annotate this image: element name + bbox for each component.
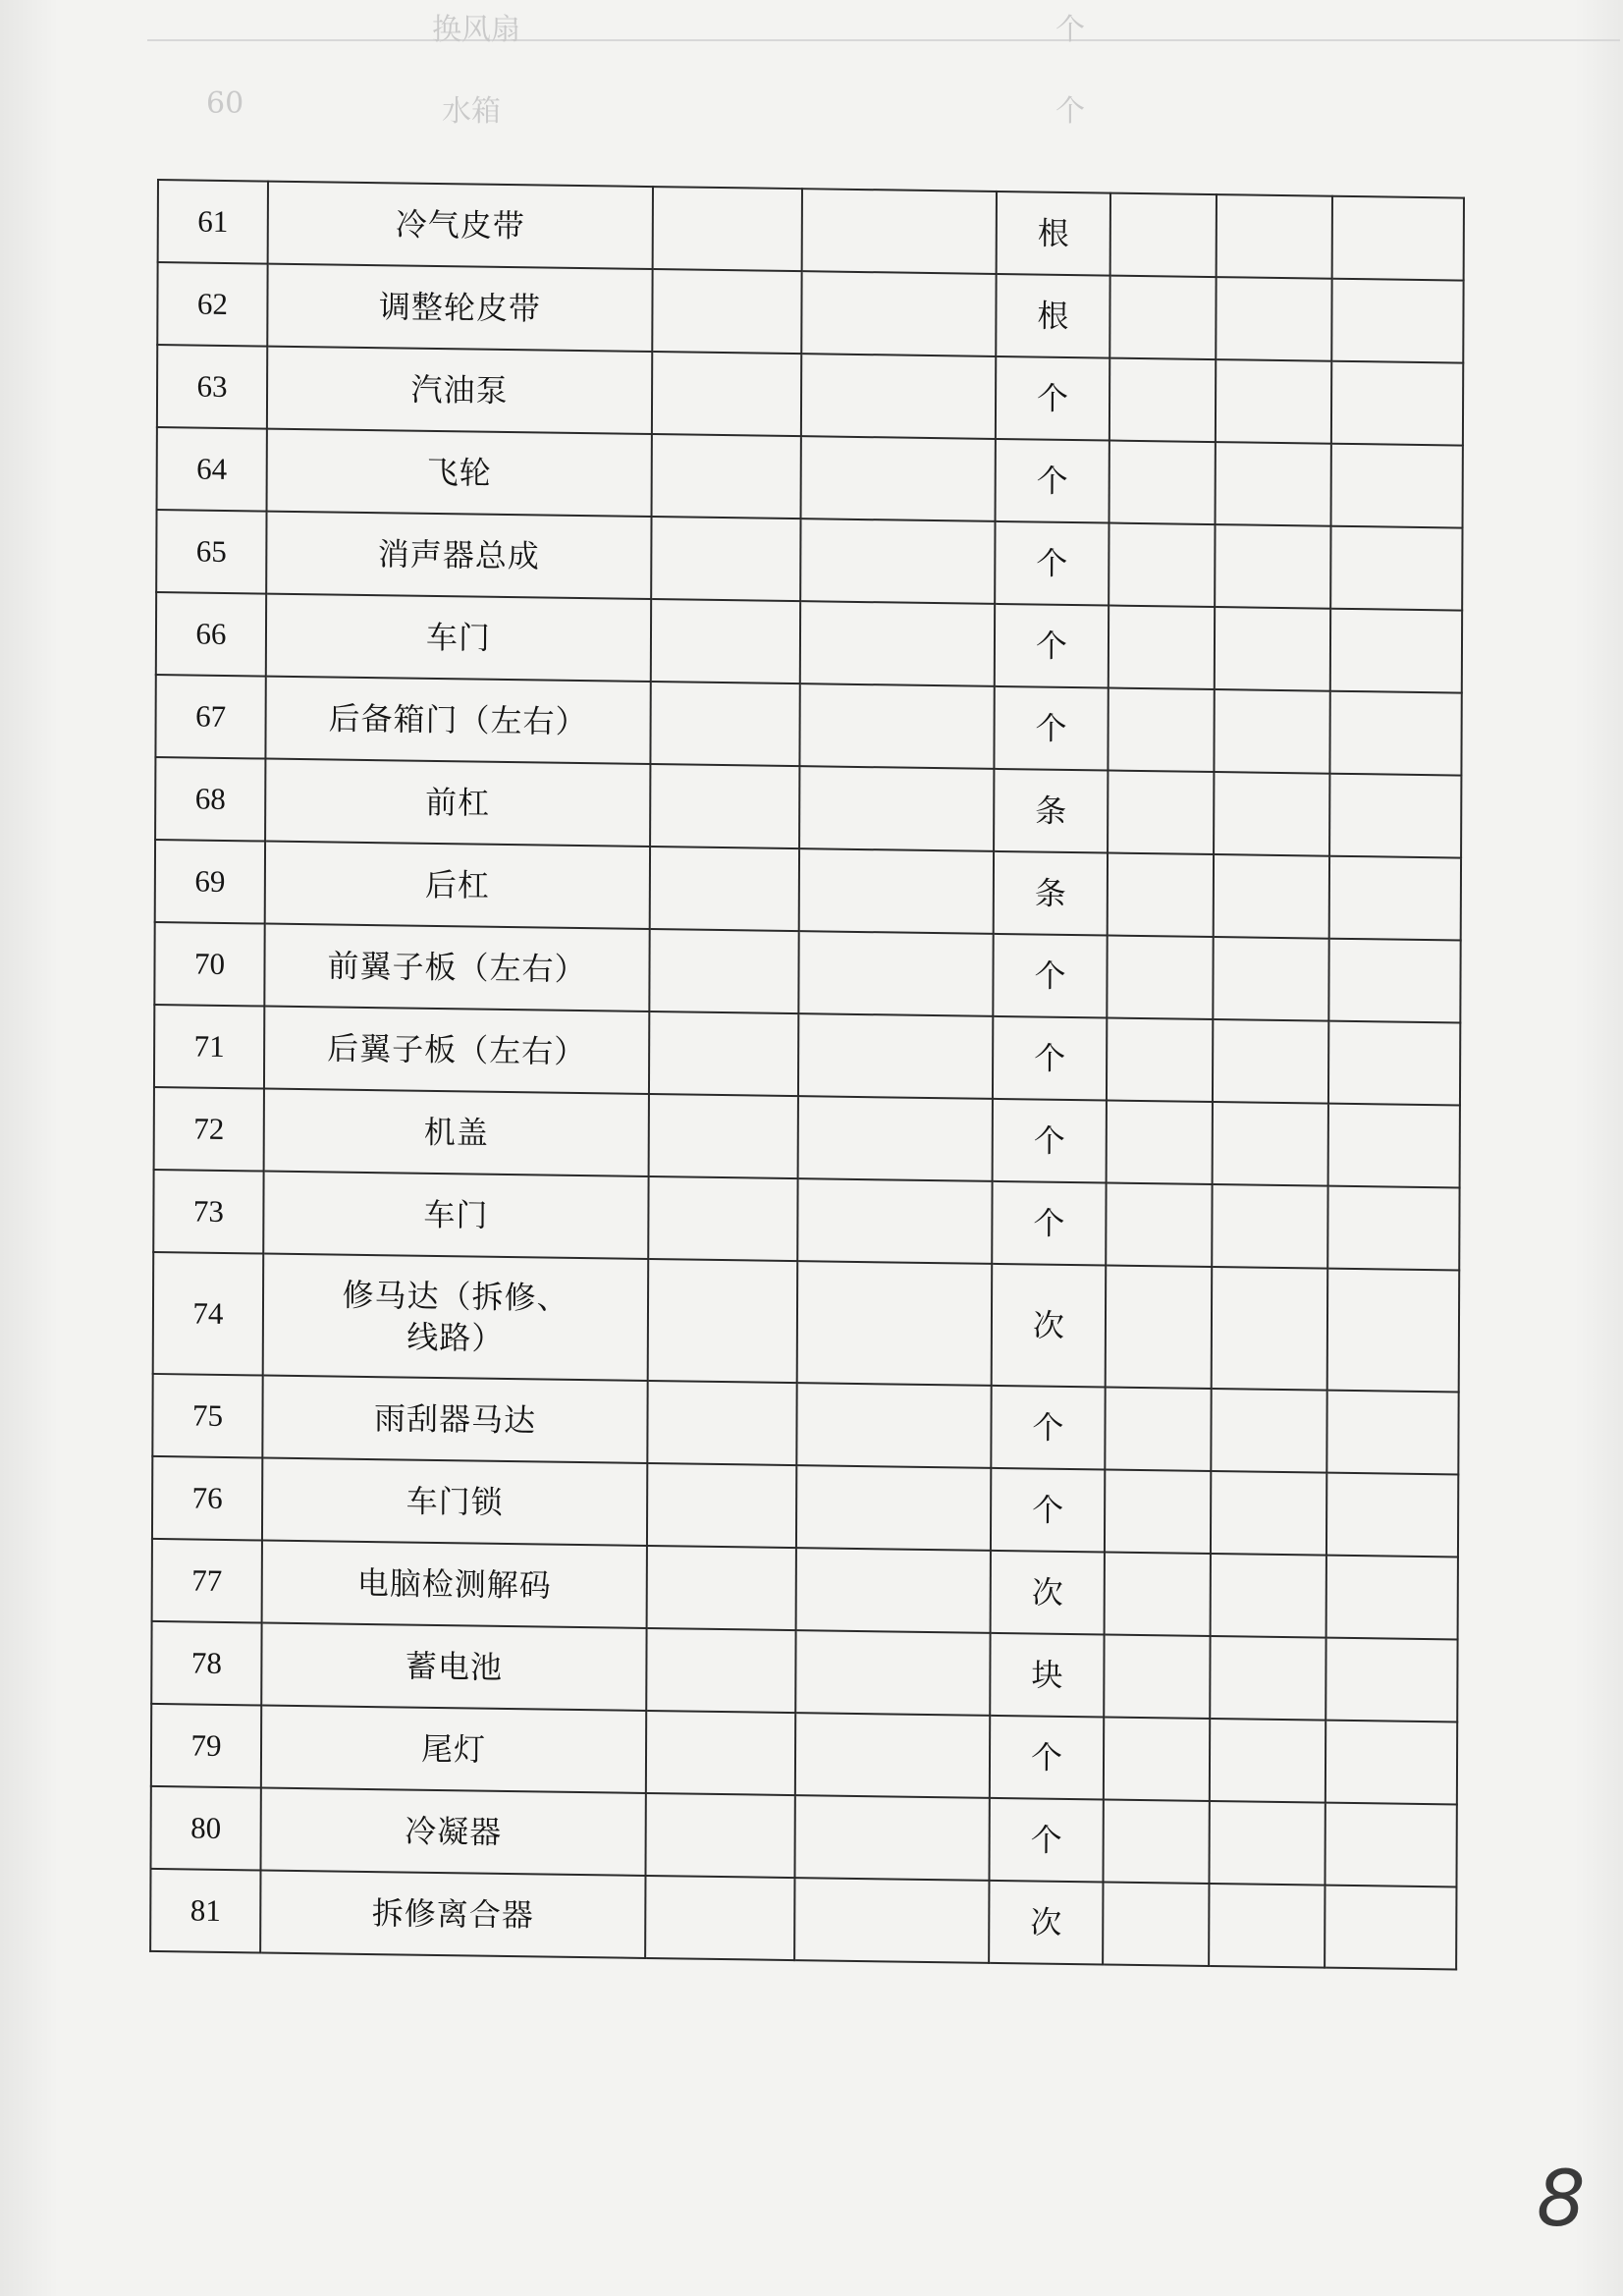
blank-cell [794, 1878, 989, 1963]
blank-cell [795, 1713, 990, 1798]
item-name-cell: 尾灯 [261, 1705, 646, 1792]
unit-cell: 个 [993, 1016, 1107, 1101]
blank-cell [1325, 1638, 1457, 1722]
blank-cell [796, 1548, 991, 1633]
blank-cell [1216, 359, 1331, 444]
blank-cell [647, 1381, 796, 1465]
blank-cell [798, 1096, 993, 1181]
blank-cell [801, 436, 996, 521]
blank-cell [794, 1795, 989, 1881]
row-number-cell: 67 [155, 675, 265, 759]
unit-cell: 次 [989, 1881, 1103, 1965]
row-number-cell: 66 [156, 592, 266, 677]
item-name-cell: 消声器总成 [266, 512, 651, 599]
unit-cell: 根 [996, 274, 1109, 358]
item-name-cell: 雨刮器马达 [262, 1376, 647, 1463]
blank-cell [1328, 939, 1460, 1023]
blank-cell [652, 269, 801, 354]
unit-cell: 个 [992, 1181, 1106, 1266]
blank-cell [1210, 1719, 1325, 1803]
row-number-cell: 75 [152, 1374, 262, 1458]
blank-cell [1209, 1884, 1325, 1968]
blank-cell [801, 354, 996, 439]
blank-cell [1104, 1634, 1210, 1719]
item-name-cell: 冷凝器 [260, 1787, 645, 1875]
blank-cell [801, 271, 996, 356]
blank-cell [1326, 1473, 1458, 1558]
blank-cell [1110, 193, 1217, 278]
item-name-cell: 汽油泵 [267, 347, 652, 434]
row-number-cell: 79 [151, 1704, 261, 1788]
handwritten-page-number: 8 [1537, 2156, 1586, 2244]
blank-cell [649, 929, 798, 1013]
blank-cell [646, 1711, 795, 1795]
blank-cell [796, 1383, 991, 1468]
blank-cell [1210, 1636, 1325, 1721]
blank-cell [1328, 1021, 1460, 1106]
blank-cell [1331, 279, 1463, 363]
item-name-cell: 车门锁 [262, 1458, 647, 1546]
blank-cell [1109, 441, 1216, 525]
parts-price-sheet [149, 179, 1463, 2021]
row-number-cell: 74 [153, 1252, 264, 1376]
blank-cell [1330, 609, 1462, 693]
item-name-cell: 电脑检测解码 [262, 1541, 647, 1628]
blank-cell [1328, 1104, 1460, 1188]
row-number-cell: 61 [158, 180, 268, 264]
blank-cell [651, 517, 800, 601]
item-name-cell: 调整轮皮带 [267, 264, 652, 352]
blank-cell [1329, 774, 1461, 858]
blank-cell [1105, 1552, 1211, 1636]
blank-cell [1105, 1387, 1211, 1471]
blank-cell [1329, 691, 1461, 776]
blank-cell [1105, 1469, 1211, 1554]
blank-cell [802, 189, 997, 274]
parts-table [149, 179, 1465, 1971]
blank-cell [648, 1259, 798, 1383]
unit-cell: 个 [996, 356, 1109, 441]
blank-cell [645, 1876, 794, 1960]
blank-cell [1103, 1882, 1209, 1966]
blank-cell [799, 766, 994, 851]
item-name-cell: 车门 [266, 594, 651, 682]
blank-cell [1109, 523, 1215, 608]
unit-cell: 个 [995, 521, 1109, 606]
blank-cell [1214, 772, 1329, 856]
unit-cell: 根 [997, 191, 1110, 276]
row-number-cell: 76 [152, 1456, 262, 1541]
item-name-cell: 蓄电池 [261, 1623, 646, 1711]
blank-cell [1327, 1269, 1460, 1393]
blank-cell [1330, 526, 1462, 611]
unit-cell: 次 [992, 1264, 1107, 1388]
blank-cell [648, 1176, 797, 1261]
blank-cell [1326, 1556, 1458, 1640]
blank-cell [797, 1261, 993, 1386]
row-number-cell: 68 [155, 757, 265, 842]
unit-cell: 条 [994, 769, 1108, 853]
row-number-cell: 72 [154, 1087, 264, 1172]
blank-cell [1212, 1267, 1328, 1391]
blank-cell [1107, 936, 1213, 1020]
blank-cell [1209, 1801, 1325, 1886]
blank-cell [1109, 276, 1216, 360]
blank-cell [1213, 1019, 1328, 1104]
table-row [150, 1869, 1456, 1970]
blank-cell [1211, 1471, 1326, 1556]
blank-cell [1214, 854, 1329, 939]
row-number-cell: 70 [154, 922, 264, 1007]
remnant-unit: 个 [1055, 13, 1085, 47]
row-number-cell: 62 [157, 262, 267, 347]
row-number-cell: 65 [156, 510, 266, 594]
unit-cell: 个 [991, 1386, 1105, 1470]
blank-cell [1212, 1184, 1327, 1269]
blank-cell [651, 599, 800, 683]
blank-cell [1108, 688, 1214, 773]
blank-cell [1327, 1186, 1459, 1271]
blank-cell [1104, 1717, 1210, 1801]
blank-cell [1215, 607, 1330, 691]
blank-cell [798, 1013, 993, 1099]
blank-cell [799, 683, 994, 769]
blank-cell [797, 1178, 992, 1264]
blank-cell [1109, 606, 1215, 690]
unit-cell: 次 [991, 1551, 1105, 1635]
row-number-cell: 77 [152, 1539, 262, 1623]
unit-cell: 个 [993, 1099, 1107, 1183]
blank-cell [1106, 1183, 1212, 1268]
blank-cell [1108, 771, 1214, 855]
blank-cell [1216, 277, 1331, 361]
blank-cell [800, 519, 995, 604]
blank-cell [1331, 361, 1463, 446]
blank-cell [650, 764, 799, 848]
blank-cell [1325, 1721, 1457, 1805]
item-name-cell: 修马达（拆修、 线路） [263, 1254, 649, 1381]
blank-cell [800, 601, 995, 686]
blank-cell [1103, 1799, 1209, 1884]
item-name-cell: 飞轮 [267, 429, 652, 517]
blank-cell [649, 1011, 798, 1096]
row-number-cell: 81 [150, 1869, 260, 1953]
unit-cell: 个 [989, 1798, 1103, 1883]
blank-cell [647, 1463, 796, 1548]
blank-cell [1108, 853, 1214, 938]
row-number-cell: 63 [157, 345, 267, 429]
table-row [153, 1252, 1460, 1393]
previous-page-remnant [147, 0, 1620, 147]
blank-cell [1329, 856, 1461, 941]
blank-cell [1211, 1554, 1326, 1638]
unit-cell: 个 [991, 1468, 1105, 1553]
blank-cell [1325, 1803, 1456, 1887]
remnant-number: 60 [206, 86, 244, 121]
item-name-cell: 后翼子板（左右） [264, 1007, 649, 1094]
blank-cell [650, 847, 799, 931]
blank-cell [1106, 1266, 1213, 1390]
blank-cell [796, 1465, 991, 1551]
item-name-cell: 后备箱门（左右） [265, 677, 650, 764]
unit-cell: 个 [995, 604, 1109, 688]
item-name-cell: 前翼子板（左右） [264, 924, 649, 1011]
row-number-cell: 73 [153, 1170, 263, 1254]
unit-cell: 个 [990, 1716, 1104, 1800]
unit-cell: 个 [993, 934, 1107, 1018]
blank-cell [1215, 524, 1330, 609]
item-name-cell: 后杠 [265, 842, 650, 929]
blank-cell [1213, 937, 1328, 1021]
unit-cell: 个 [996, 439, 1109, 523]
item-name-cell: 前杠 [265, 759, 650, 847]
remnant-line [147, 39, 1620, 41]
blank-cell [1332, 196, 1464, 281]
blank-cell [652, 352, 801, 436]
blank-cell [1331, 444, 1463, 528]
blank-cell [1214, 689, 1329, 774]
remnant-name: 水箱 [442, 94, 501, 129]
blank-cell [1217, 194, 1332, 279]
blank-cell [1107, 1101, 1213, 1185]
blank-cell [1109, 358, 1216, 443]
blank-cell [650, 682, 799, 766]
blank-cell [795, 1630, 990, 1716]
row-number-cell: 78 [151, 1621, 261, 1706]
blank-cell [1211, 1389, 1326, 1473]
item-name-cell: 机盖 [264, 1089, 649, 1176]
remnant-unit: 个 [1055, 94, 1085, 129]
unit-cell: 个 [994, 686, 1108, 771]
blank-cell [1216, 442, 1331, 526]
item-name-cell: 车门 [263, 1172, 648, 1259]
blank-cell [1107, 1018, 1213, 1103]
blank-cell [1213, 1102, 1328, 1186]
blank-cell [799, 848, 994, 934]
row-number-cell: 80 [150, 1786, 260, 1871]
item-name-cell: 冷气皮带 [268, 182, 653, 269]
blank-cell [798, 931, 993, 1016]
item-name-cell: 拆修离合器 [260, 1870, 645, 1957]
blank-cell [1325, 1886, 1456, 1970]
blank-cell [647, 1546, 796, 1630]
row-number-cell: 71 [154, 1005, 264, 1089]
remnant-name: 换风扇 [432, 13, 520, 47]
row-number-cell: 64 [157, 427, 267, 512]
blank-cell [1326, 1391, 1458, 1475]
blank-cell [652, 434, 801, 519]
unit-cell: 条 [994, 851, 1108, 936]
blank-cell [645, 1793, 794, 1878]
row-number-cell: 69 [155, 840, 265, 924]
blank-cell [649, 1094, 798, 1178]
blank-cell [646, 1628, 795, 1713]
blank-cell [653, 187, 802, 271]
unit-cell: 块 [990, 1633, 1104, 1718]
